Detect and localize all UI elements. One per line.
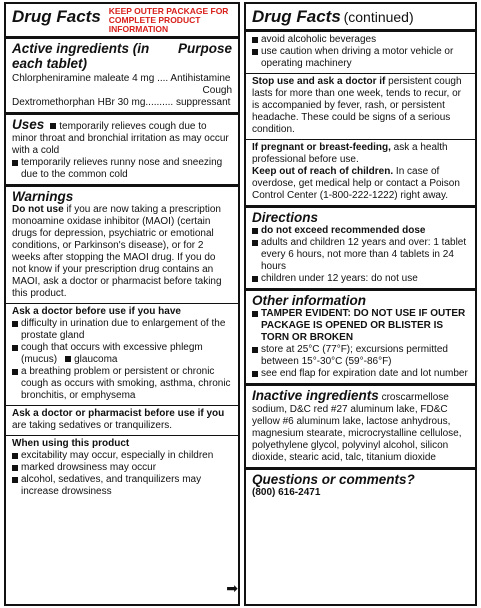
ingredient-dextromethorphan: Dextromethorphan HBr 30 mg.......... suppressant: [12, 97, 231, 108]
inactive-ingredients-title: Inactive ingredients: [252, 388, 379, 403]
arrow-right-icon: ➡: [226, 580, 238, 596]
ask-doctor-item-1: difficulty in urination due to enlargement of the prostate gland: [12, 318, 232, 342]
directions-item-1: do not exceed recommended dose: [252, 225, 469, 237]
other-item-2: store at 25°C (77°F); excursions permitted between 15°-30°C (59°-86°F): [252, 344, 469, 368]
other-information-section: [246, 288, 475, 383]
when-using-item-1: excitability may occur, especially in children: [12, 450, 232, 462]
questions-title: Questions or comments?: [252, 472, 415, 487]
right-panel: [244, 2, 477, 606]
when-using-item-2: marked drowsiness may occur: [12, 462, 232, 474]
directions-section: [246, 205, 475, 288]
when-using-item-3: alcohol, sedatives, and tranquilizers may increase drowsiness: [12, 474, 212, 498]
ask-doctor-item-3: a breathing problem or persistent or chronic cough as occurs with smoking, asthma, chronic bronchitis, or emphysema: [12, 366, 232, 402]
active-header-row: [12, 41, 232, 71]
do-not-use-text: Do not use if you are now taking a prescription monoamine oxidase inhibitor (MAOI) (certain drugs for depression, psychiatric or emotional conditions, or Parkinson's disease), or for 2 weeks after stopping the MAOI drug. If you do not know if your prescription drug contains an MAOI, ask a doctor or pharmacist before taking this product.: [12, 204, 222, 299]
glaucoma-item: glaucoma: [74, 354, 118, 365]
inactive-ingredients-section: Inactive ingredients croscarmellose sodium, D&C red #27 aluminum lake, FD&C yellow #6 aluminum lake, lactose anhydrous, magnesium stearate, microcrystalline cellulose, polyethylene glycol, polyvinyl alcohol, silicon dioxide, stearic acid, talc, titanium dioxide: [246, 383, 475, 467]
ask-doctor-section: [6, 303, 238, 405]
when-using-section: [6, 435, 238, 501]
left-panel: [4, 2, 240, 606]
drug-facts-continued-title: Drug Facts: [252, 7, 341, 26]
drug-facts-title: Drug Facts: [12, 7, 101, 26]
cont-item-2: use caution when driving a motor vehicle or operating machinery: [252, 46, 469, 70]
other-item-3: see end flap for expiration date and lot number: [252, 368, 469, 380]
phone-number: (800) 616-2471: [252, 487, 321, 498]
when-using-title: When using this product: [12, 438, 130, 449]
directions-title: Directions: [252, 210, 319, 225]
uses-title: Uses: [12, 117, 45, 132]
ask-doctor-item-2: cough that occurs with excessive phlegm (mucus) glaucoma: [12, 342, 232, 366]
continued-label: (continued): [343, 9, 414, 25]
ingredient-purpose-cough: Cough: [202, 85, 232, 96]
ask-pharmacist-section: Ask a doctor or pharmacist before use if you are taking sedatives or tranquilizers.: [6, 405, 238, 435]
pregnancy-section: If pregnant or breast-feeding, ask a health professional before use. Keep out of reach of children. In case of overdose, get medical help or contact a Poison Control Center (1-800-222-1222) right away.: [246, 139, 475, 205]
cont-item-1: avoid alcoholic beverages: [252, 34, 469, 46]
uses-item-1: Uses temporarily relieves cough due to minor throat and bronchial irritation as may occur with a cold: [12, 117, 229, 156]
ingredient-chlorpheniramine: Chlorpheniramine maleate 4 mg .... Antihistamine: [12, 73, 231, 84]
directions-item-2: adults and children 12 years and over: 1 tablet every 6 hours, not more than 4 tablets in 24 hours: [252, 237, 469, 273]
ask-doctor-title: Ask a doctor before use if you have: [12, 306, 181, 317]
other-information-title: Other information: [252, 293, 366, 308]
questions-section: [246, 467, 475, 502]
warnings-title: Warnings: [12, 189, 74, 204]
uses-item-2: temporarily relieves runny nose and sneezing due to the common cold: [12, 157, 232, 181]
stop-use-section: Stop use and ask a doctor if persistent cough lasts for more than one week, tends to recur, or is accompanied by fever, rash, or persistent headache. These could be signs of a serious condition.: [246, 73, 475, 139]
active-ingredients-section: [6, 36, 238, 112]
continued-title-row: [246, 4, 475, 29]
continued-warnings-section: [246, 29, 475, 73]
keep-outer-package-note: KEEP OUTER PACKAGE FOR COMPLETE PRODUCT INFORMATION: [108, 6, 229, 34]
active-ingredients-header: Active ingredients (in each tablet): [12, 41, 150, 71]
purpose-header: Purpose: [177, 41, 232, 56]
title-row: [6, 4, 238, 36]
directions-item-3: children under 12 years: do not use: [252, 273, 469, 285]
other-item-1: TAMPER EVIDENT: DO NOT USE IF OUTER PACKAGE IS OPENED OR BLISTER IS TORN OR BROKEN: [252, 308, 469, 344]
uses-section: [6, 112, 238, 184]
warnings-section: [6, 184, 238, 303]
